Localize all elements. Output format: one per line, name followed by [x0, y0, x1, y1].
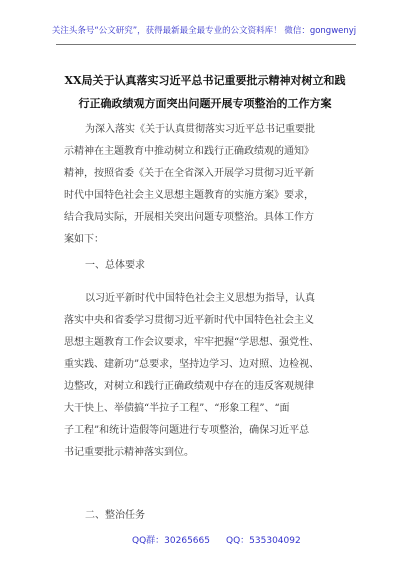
header-banner: 关注头条号“公文研究”，获得最新最全最专业的公文资料库！ 微信：gongwenyj [51, 26, 357, 36]
section-heading-rectification-tasks: 二、整治任务 [85, 510, 145, 521]
title-line: 行正确政绩观方面突出问题开展专项整治的工作方案 [78, 97, 332, 110]
section-heading-general-requirements: 一、总体要求 [85, 260, 145, 271]
document-title [48, 69, 362, 115]
paragraph-line: 为深入落实《关于认真贯彻落实习近平总书记重要批 [85, 124, 315, 135]
paragraph-line: 边整改，对树立和践行正确政绩观中存在的违反客观规律 [64, 381, 314, 392]
paragraph-line: 精神，按照省委《关于在全省深入开展学习贯彻习近平新 [64, 168, 314, 179]
paragraph-line: 子工程”和统计造假等问题进行专项整治，确保习近平总 [64, 425, 310, 436]
intro-paragraph [64, 119, 344, 251]
paragraph-line: 重实践、建新功”总要求，坚持边学习、边对照、边检视、 [64, 359, 320, 370]
paragraph-line: 以习近平新时代中国特色社会主义思想为指导，认真 [85, 293, 315, 304]
paragraph-line: 案如下： [64, 234, 104, 245]
paragraph-line: 时代中国特色社会主义思想主题教育的实施方案》要求， [64, 190, 314, 201]
paragraph-line: 结合我局实际，开展相关突出问题专项整治。具体工作方 [64, 212, 314, 223]
footer-contact [0, 533, 408, 547]
paragraph-line: 大干快上、举债搞“半拉子工程”、“形象工程”、“面 [64, 403, 290, 414]
paragraph-line: 思想主题教育工作会议要求，牢牢把握“学思想、强党性、 [64, 337, 320, 348]
requirements-paragraph [64, 288, 344, 464]
footer-qq-number: QQ：535304092 [226, 536, 301, 546]
paragraph-line: 示精神在主题教育中推动树立和践行正确政绩观的通知》 [64, 146, 314, 157]
title-line: XX局关于认真落实习近平总书记重要批示精神对树立和践 [64, 74, 346, 87]
paragraph-line: 书记重要批示精神落实到位。 [64, 447, 194, 458]
header-divider [56, 44, 356, 45]
paragraph-line: 落实中央和省委学习贯彻习近平新时代中国特色社会主义 [64, 315, 314, 326]
footer-qq-group: QQ群：30265665 [132, 536, 210, 546]
